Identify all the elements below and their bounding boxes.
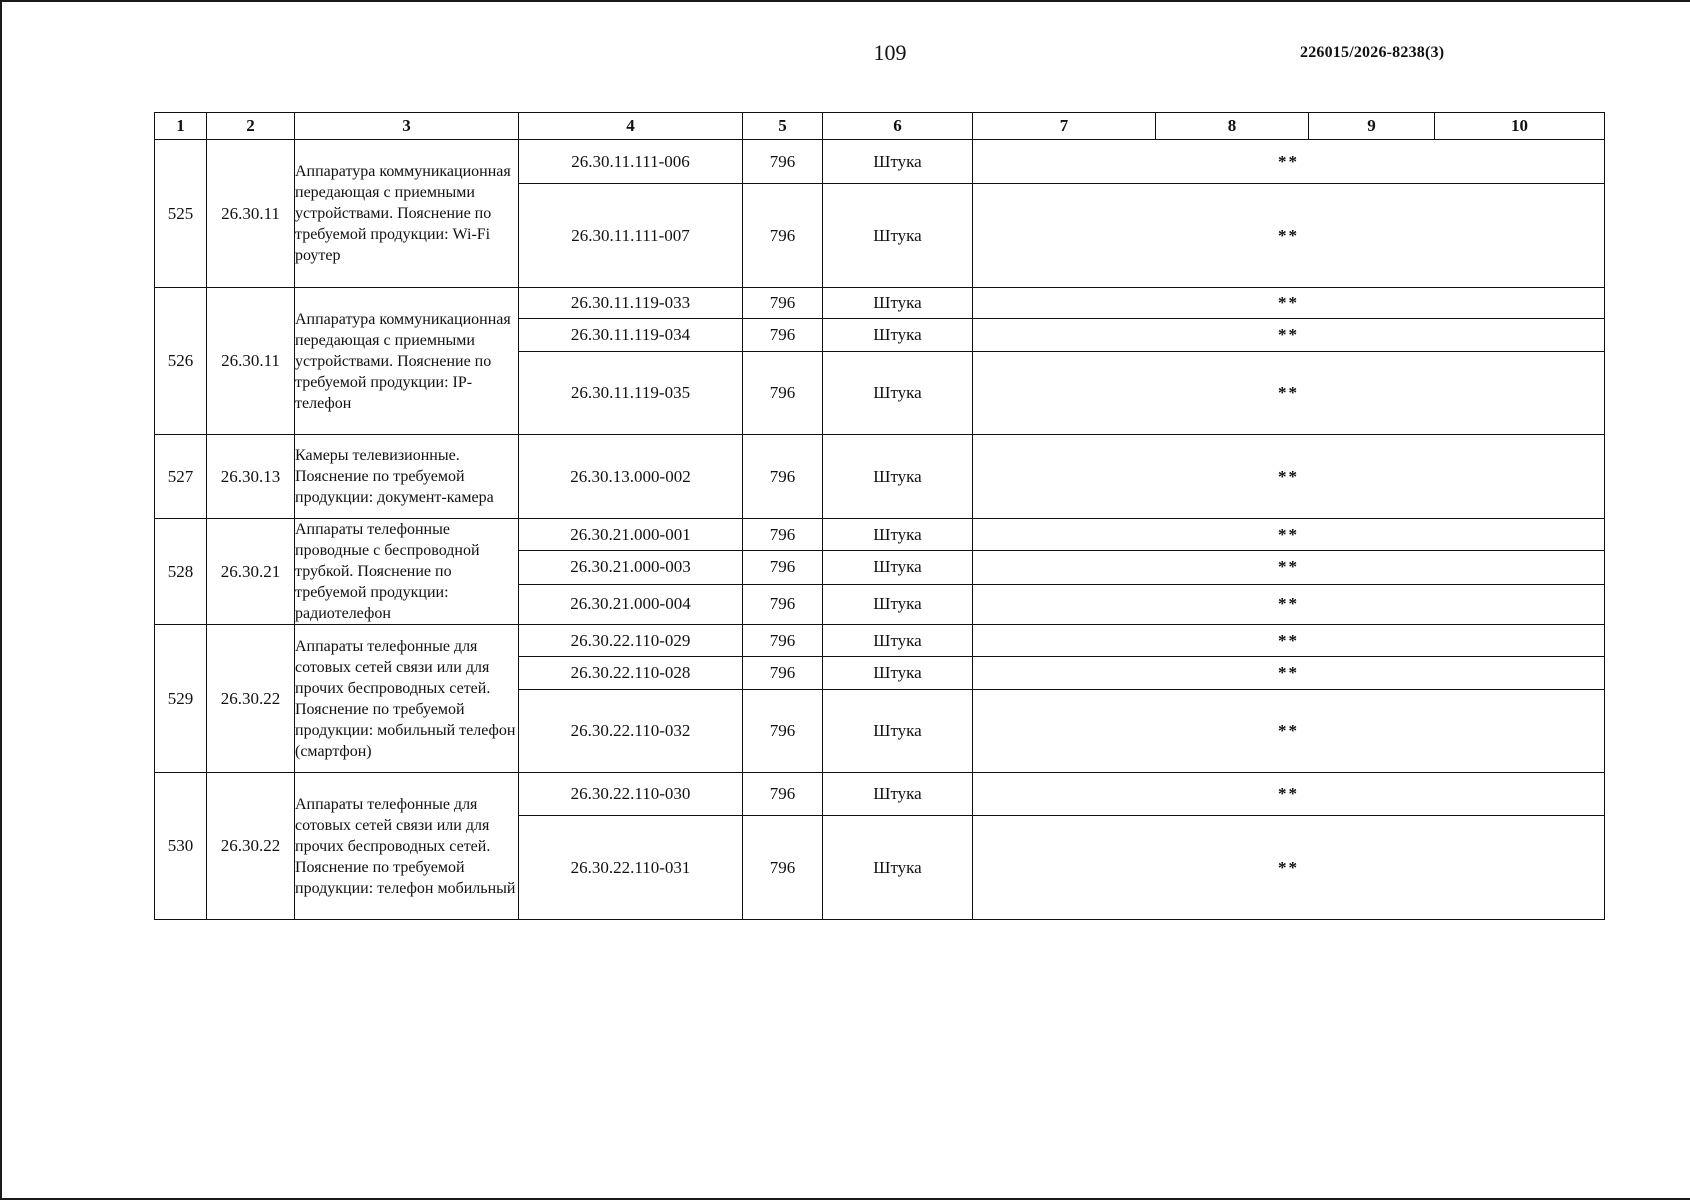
okei-code: 796 (743, 435, 823, 519)
row-number: 527 (155, 435, 207, 519)
scan-edge-left (0, 0, 2, 1200)
requirement-mark: ** (973, 690, 1605, 773)
requirement-mark: ** (973, 319, 1605, 352)
ktru-code: 26.30.22.110-030 (519, 773, 743, 816)
table-row (155, 288, 1605, 319)
page-number: 109 (873, 40, 907, 65)
row-number: 525 (155, 140, 207, 288)
header-col-4: 4 (519, 113, 743, 140)
unit-name: Штука (823, 319, 973, 352)
okei-code: 796 (743, 519, 823, 551)
requirement-mark: ** (973, 140, 1605, 184)
unit-name: Штука (823, 816, 973, 920)
unit-name: Штука (823, 435, 973, 519)
requirement-mark: ** (973, 551, 1605, 584)
requirement-mark: ** (973, 288, 1605, 319)
document-reference: 226015/2026-8238(3) (1300, 44, 1445, 61)
unit-name: Штука (823, 690, 973, 773)
ktru-code: 26.30.21.000-003 (519, 551, 743, 584)
requirement-mark: ** (973, 816, 1605, 920)
product-table (154, 112, 1605, 920)
header-col-3: 3 (295, 113, 519, 140)
table-row (155, 435, 1605, 519)
unit-name: Штука (823, 519, 973, 551)
table-row (155, 519, 1605, 551)
ktru-code: 26.30.11.111-006 (519, 140, 743, 184)
unit-name: Штука (823, 140, 973, 184)
header-col-6: 6 (823, 113, 973, 140)
unit-name: Штука (823, 288, 973, 319)
okei-code: 796 (743, 773, 823, 816)
header-col-5: 5 (743, 113, 823, 140)
header-col-8: 8 (1156, 113, 1309, 140)
scan-edge-top (0, 0, 1690, 2)
ktru-code: 26.30.22.110-028 (519, 657, 743, 690)
okpd-code: 26.30.11 (207, 288, 295, 435)
okei-code: 796 (743, 690, 823, 773)
ktru-code: 26.30.21.000-001 (519, 519, 743, 551)
ktru-code: 26.30.22.110-031 (519, 816, 743, 920)
ktru-code: 26.30.13.000-002 (519, 435, 743, 519)
okei-code: 796 (743, 352, 823, 435)
okei-code: 796 (743, 288, 823, 319)
okei-code: 796 (743, 184, 823, 288)
ktru-code: 26.30.11.119-035 (519, 352, 743, 435)
okei-code: 796 (743, 657, 823, 690)
okei-code: 796 (743, 319, 823, 352)
row-number: 529 (155, 625, 207, 773)
unit-name: Штука (823, 184, 973, 288)
product-name: Аппаратура коммуникационная передающая с приемными устройствами. Пояснение по требуемой продукции: Wi-Fi роутер (295, 140, 519, 288)
requirement-mark: ** (973, 352, 1605, 435)
ktru-code: 26.30.22.110-032 (519, 690, 743, 773)
header-col-1: 1 (155, 113, 207, 140)
okpd-code: 26.30.22 (207, 625, 295, 773)
okpd-code: 26.30.21 (207, 519, 295, 625)
requirement-mark: ** (973, 435, 1605, 519)
unit-name: Штука (823, 625, 973, 657)
header-col-7: 7 (973, 113, 1156, 140)
product-name: Аппараты телефонные для сотовых сетей связи или для прочих беспроводных сетей. Пояснение по требуемой продукции: мобильный телефон (смартфон) (295, 625, 519, 773)
okei-code: 796 (743, 584, 823, 624)
unit-name: Штука (823, 551, 973, 584)
ktru-code: 26.30.11.119-034 (519, 319, 743, 352)
unit-name: Штука (823, 352, 973, 435)
okpd-code: 26.30.11 (207, 140, 295, 288)
okei-code: 796 (743, 625, 823, 657)
requirement-mark: ** (973, 657, 1605, 690)
requirement-mark: ** (973, 519, 1605, 551)
product-name: Аппараты телефонные проводные с беспроводной трубкой. Пояснение по требуемой продукции: радиотелефон (295, 519, 519, 625)
okpd-code: 26.30.13 (207, 435, 295, 519)
table-row (155, 140, 1605, 184)
header-row (155, 113, 1605, 140)
table-row (155, 773, 1605, 816)
unit-name: Штука (823, 657, 973, 690)
requirement-mark: ** (973, 184, 1605, 288)
ktru-code: 26.30.11.111-007 (519, 184, 743, 288)
okei-code: 796 (743, 551, 823, 584)
header-col-10: 10 (1435, 113, 1605, 140)
ktru-code: 26.30.21.000-004 (519, 584, 743, 624)
requirement-mark: ** (973, 773, 1605, 816)
product-name: Камеры телевизионные. Пояснение по требуемой продукции: документ-камера (295, 435, 519, 519)
header-col-9: 9 (1309, 113, 1435, 140)
ktru-code: 26.30.22.110-029 (519, 625, 743, 657)
unit-name: Штука (823, 584, 973, 624)
requirement-mark: ** (973, 625, 1605, 657)
header-col-2: 2 (207, 113, 295, 140)
row-number: 528 (155, 519, 207, 625)
row-number: 526 (155, 288, 207, 435)
requirement-mark: ** (973, 584, 1605, 624)
product-name: Аппаратура коммуникационная передающая с приемными устройствами. Пояснение по требуемой продукции: IP-телефон (295, 288, 519, 435)
okei-code: 796 (743, 816, 823, 920)
unit-name: Штука (823, 773, 973, 816)
product-name: Аппараты телефонные для сотовых сетей связи или для прочих беспроводных сетей. Пояснение по требуемой продукции: телефон мобильный (295, 773, 519, 920)
okei-code: 796 (743, 140, 823, 184)
ktru-code: 26.30.11.119-033 (519, 288, 743, 319)
okpd-code: 26.30.22 (207, 773, 295, 920)
table-row (155, 625, 1605, 657)
row-number: 530 (155, 773, 207, 920)
